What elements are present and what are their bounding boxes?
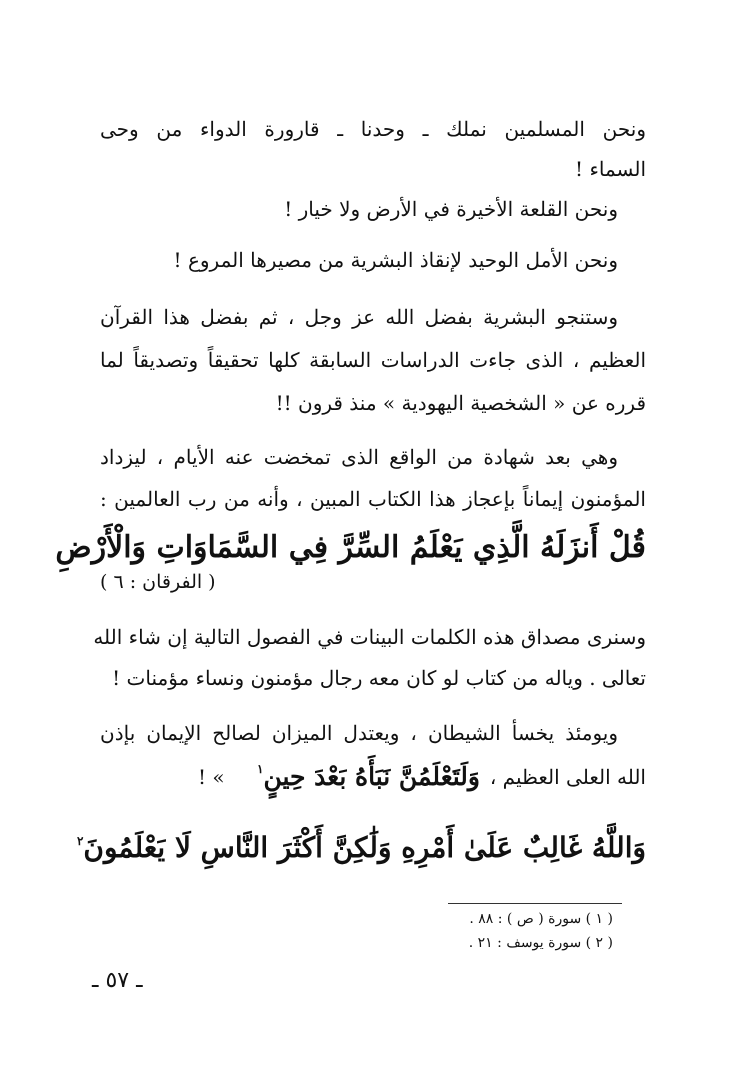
quran-verse-1: قُلْ أَنزَلَهُ الَّذِي يَعْلَمُ السِّرَّ فِي السَّمَاوَاتِ وَالْأَرْضِ: [55, 530, 646, 565]
paragraph-7-line-2-start: الله العلى العظيم ،: [489, 765, 646, 789]
paragraph-6-line-1: وسنرى مصداق هذه الكلمات البينات في الفصول التالية إن شاء الله: [93, 625, 646, 649]
paragraph-4-line-1: وستنجو البشرية بفضل الله عز وجل ، ثم بفضل هذا القرآن: [100, 305, 618, 329]
paragraph-3: ونحن الأمل الوحيد لإنقاذ البشرية من مصيرها المروع !: [173, 248, 618, 272]
paragraph-1-line-1: ونحن المسلمين نملك ـ وحدنا ـ قارورة الدواء من وحى: [100, 117, 646, 141]
footnote-2: ( ٢ ) سورة يوسف : ٢١ .: [468, 935, 613, 951]
paragraph-7-line-1: ويومئذ يخسأ الشيطان ، ويعتدل الميزان لصالح الإيمان بإذن: [100, 721, 618, 745]
paragraph-1-line-2: السماء !: [575, 157, 646, 181]
page-number: ـ ٥٧ ـ: [92, 968, 143, 993]
paragraph-5-line-2: المؤمنون إيماناً بإعجاز هذا الكتاب المبين ، وأنه من رب العالمين :: [100, 487, 646, 511]
quran-verse-3-text: وَاللَّهُ غَالِبٌ عَلَىٰ أَمْرِهِ وَلَٰكِنَّ أَكْثَرَ النَّاسِ لَا يَعْلَمُونَ: [83, 831, 646, 864]
quran-verse-2: [257, 757, 480, 801]
verse-1-reference: ( الفرقان : ٦ ): [100, 571, 216, 593]
paragraph-7-line-2-end: » !: [198, 765, 225, 789]
footnote-marker-2: ٢: [76, 834, 84, 848]
paragraph-5-line-1: وهي بعد شهادة من الواقع الذى تمخضت عنه الأيام ، ليزداد: [100, 445, 618, 469]
quran-verse-2-text: وَلَتَعْلَمُنَّ نَبَأَهُ بَعْدَ حِينٍ: [263, 762, 480, 791]
footnote-marker-1: ١: [256, 762, 264, 776]
footnote-divider: [448, 903, 622, 904]
paragraph-6-line-2: تعالى . وياله من كتاب لو كان معه رجال مؤمنون ونساء مؤمنات !: [112, 666, 646, 690]
paragraph-2: ونحن القلعة الأخيرة في الأرض ولا خيار !: [284, 197, 618, 221]
quran-verse-3: [77, 828, 646, 873]
footnote-1: ( ١ ) سورة ( ص ) : ٨٨ .: [469, 911, 613, 927]
paragraph-4-line-2: العظيم ، الذى جاءت الدراسات السابقة كلها تحقيقاً وتصديقاً لما: [100, 348, 646, 372]
paragraph-4-line-3: قرره عن « الشخصية اليهودية » منذ قرون !!: [275, 391, 646, 415]
